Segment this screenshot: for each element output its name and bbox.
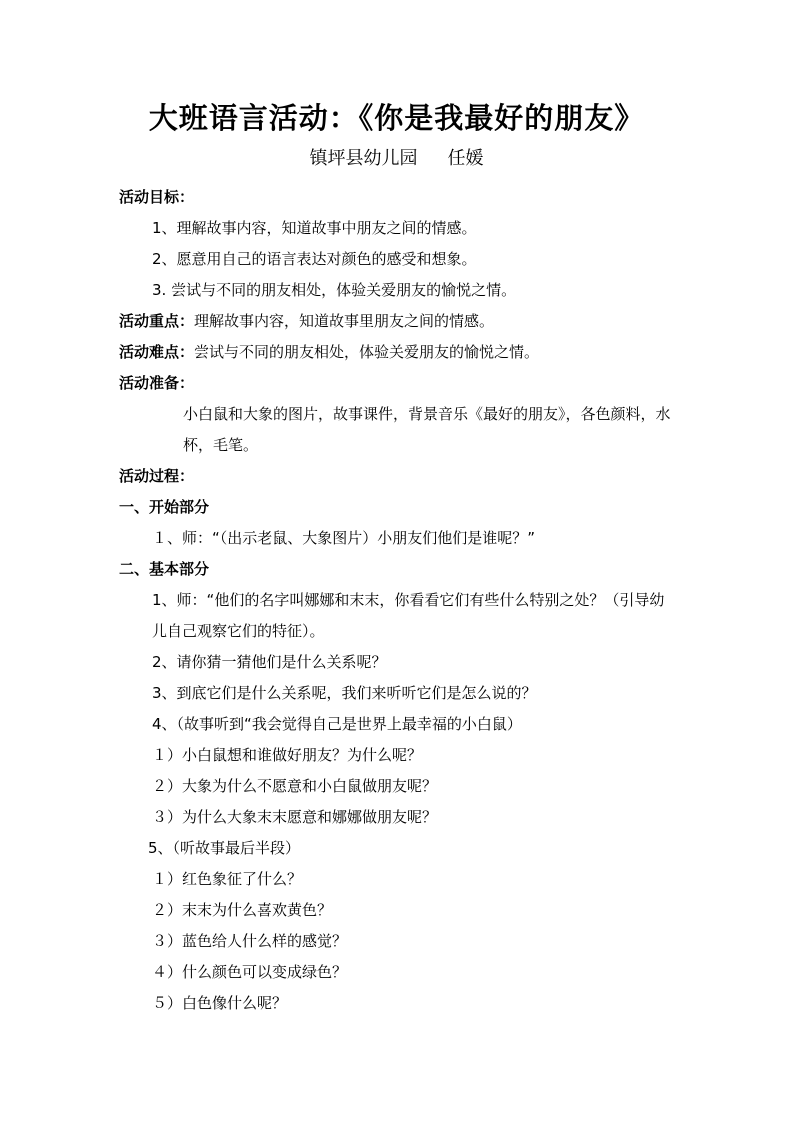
question-item: ３）为什么大象末末愿意和娜娜做朋友呢？ bbox=[152, 808, 438, 826]
page-title: 大班语言活动：《你是我最好的朋友》 bbox=[148, 101, 645, 135]
question-item: １）红色象征了什么？ bbox=[152, 870, 303, 888]
question-item: ５）白色像什么呢？ bbox=[152, 994, 288, 1012]
preparation-text: 小白鼠和大象的图片，故事课件，背景音乐《最好的朋友》，各色颜料，水杯，毛笔。 bbox=[183, 405, 671, 454]
question-item: ２）大象为什么不愿意和小白鼠做朋友呢？ bbox=[152, 777, 438, 795]
focus-label: 活动重点： bbox=[119, 312, 195, 330]
goal-item: 3. 尝试与不同的朋友相处，体验关爱朋友的愉悦之情。 bbox=[152, 281, 517, 299]
difficulty-line bbox=[119, 337, 679, 368]
part1-item: １、师：“（出示老鼠、大象图片）小朋友们他们是谁呢？” bbox=[152, 529, 536, 547]
kindergarten-name: 镇坪县幼儿园 bbox=[309, 148, 418, 169]
part1-heading: 一、开始部分 bbox=[119, 498, 210, 516]
part2-item: 5、（听故事最后半段） bbox=[148, 839, 301, 857]
focus-text: 理解故事内容，知道故事里朋友之间的情感。 bbox=[194, 312, 495, 330]
question-item: ３）蓝色给人什么样的感觉？ bbox=[152, 932, 348, 950]
part2-item: 3、到底它们是什么关系呢，我们来听听它们是怎么说的？ bbox=[152, 684, 537, 702]
difficulty-text: 尝试与不同的朋友相处，体验关爱朋友的愉悦之情。 bbox=[194, 343, 540, 361]
question-item: １）小白鼠想和谁做好朋友？为什么呢？ bbox=[152, 746, 423, 764]
document-body bbox=[119, 182, 679, 1019]
difficulty-label: 活动难点： bbox=[119, 343, 195, 361]
part2-item: 1、师：“他们的名字叫娜娜和末末，你看看它们有些什么特别之处？（引导幼儿自己观察它们的特征）。 bbox=[152, 591, 665, 640]
author-name: 任媛 bbox=[447, 148, 484, 169]
goal-item: 2、愿意用自己的语言表达对颜色的感受和想象。 bbox=[152, 250, 477, 268]
preparation-heading: 活动准备： bbox=[119, 374, 195, 392]
question-item: ４）什么颜色可以变成绿色？ bbox=[152, 963, 348, 981]
focus-line bbox=[119, 306, 679, 337]
part2-item: 4、（故事听到“我会觉得自己是世界上最幸福的小白鼠） bbox=[152, 715, 522, 733]
author-line bbox=[0, 145, 793, 173]
goals-heading: 活动目标： bbox=[119, 188, 195, 206]
part2-heading: 二、基本部分 bbox=[119, 560, 210, 578]
question-item: ２）末末为什么喜欢黄色？ bbox=[152, 901, 333, 919]
process-heading: 活动过程： bbox=[119, 467, 195, 485]
goal-item: 1、理解故事内容，知道故事中朋友之间的情感。 bbox=[152, 219, 477, 237]
part2-item: 2、请你猜一猜他们是什么关系呢？ bbox=[152, 653, 387, 671]
